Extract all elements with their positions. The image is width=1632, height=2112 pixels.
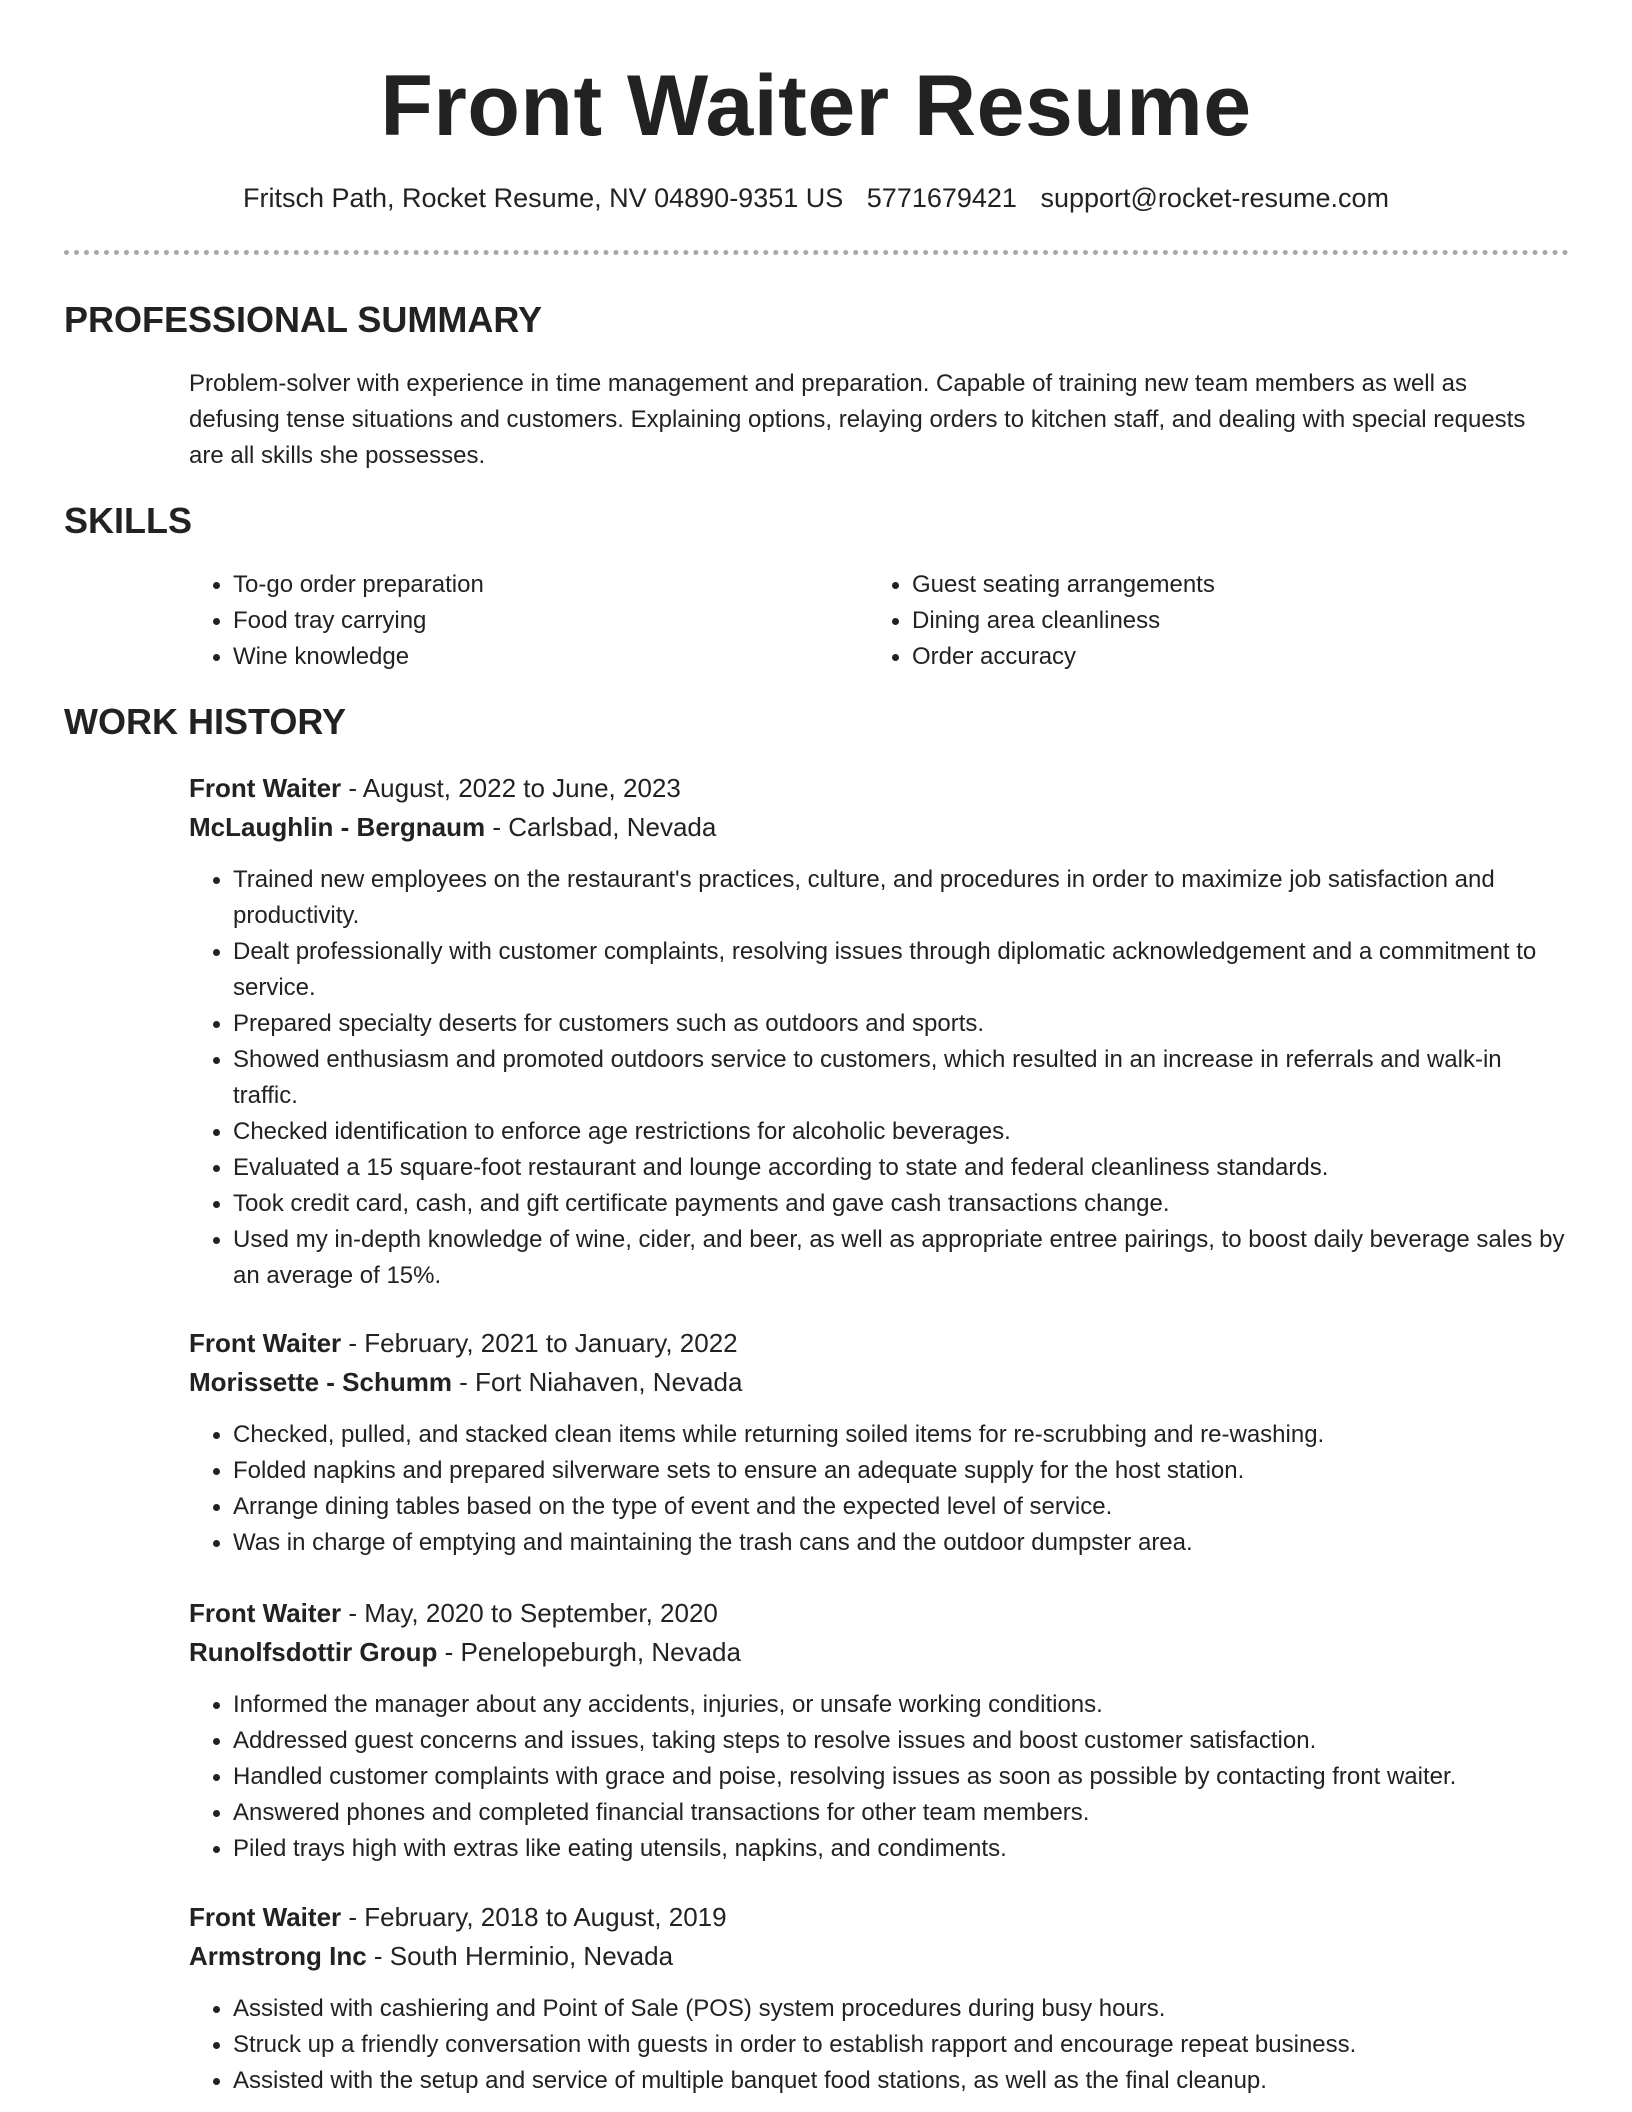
duty-item: • Dealt professionally with customer complaints, resolving issues through diplomatic acknowledgement and a commitment to service.: [233, 934, 1569, 1006]
duty-item: • Folded napkins and prepared silverware sets to ensure an adequate supply for the host station.: [233, 1453, 1569, 1489]
duty-item: • Used my in-depth knowledge of wine, cider, and beer, as well as appropriate entree pairings, to boost daily beverage sales by an average of 15%.: [233, 1222, 1569, 1294]
job-title: Front Waiter: [189, 1902, 342, 1932]
job-title-line: [189, 1898, 727, 1936]
skill-item: • To-go order preparation: [233, 567, 839, 603]
job-dates: - February, 2018 to August, 2019: [341, 1902, 727, 1932]
summary-heading: PROFESSIONAL SUMMARY: [64, 299, 543, 340]
work-history-heading: WORK HISTORY: [64, 701, 347, 742]
job-duties-list: [189, 1417, 1569, 1561]
summary-text: Problem-solver with experience in time management and preparation. Capable of training new team members as well as defusing tense situations and customers. Explaining options, relaying orders to kitchen staff, and dealing with special requests are all skills she possesses.: [189, 370, 1526, 469]
duty-item: • Informed the manager about any accidents, injuries, or unsafe working conditions.: [233, 1687, 1569, 1723]
job-title-line: [189, 769, 681, 807]
duty-item: • Assisted with the setup and service of multiple banquet food stations, as well as the final cleanup.: [233, 2063, 1569, 2099]
job-location: - South Herminio, Nevada: [366, 1941, 674, 1971]
duty-item: • Checked identification to enforce age restrictions for alcoholic beverages.: [233, 1114, 1569, 1150]
duty-item: • Assisted with cashiering and Point of Sale (POS) system procedures during busy hours.: [233, 1991, 1569, 2027]
skills-heading: SKILLS: [64, 500, 193, 541]
header-divider: [64, 250, 1569, 255]
duty-item: • Trained new employees on the restaurant's practices, culture, and procedures in order to maximize job satisfaction and productivity.: [233, 862, 1569, 934]
job-company: Runolfsdottir Group: [189, 1637, 438, 1667]
job-dates: - May, 2020 to September, 2020: [341, 1598, 718, 1628]
job-company: McLaughlin - Bergnaum: [189, 812, 486, 842]
contact-email: support@rocket-resume.com: [1040, 183, 1389, 213]
skill-item: • Food tray carrying: [233, 603, 839, 639]
duty-item: • Prepared specialty deserts for customers such as outdoors and sports.: [233, 1006, 1569, 1042]
job-duties-list: [189, 862, 1569, 1294]
job-company-line: [189, 1633, 741, 1671]
job-company: Morissette - Schumm: [189, 1367, 452, 1397]
contact-address: Fritsch Path, Rocket Resume, NV 04890-9351 US: [242, 183, 844, 213]
job-company-line: [189, 1363, 742, 1401]
job-company-line: [189, 808, 716, 846]
page-title: Front Waiter Resume: [380, 58, 1252, 154]
duty-item: • Answered phones and completed financial transactions for other team members.: [233, 1795, 1569, 1831]
job-dates: - August, 2022 to June, 2023: [341, 773, 681, 803]
job-company: Armstrong Inc: [189, 1941, 367, 1971]
duty-item: • Addressed guest concerns and issues, taking steps to resolve issues and boost customer satisfaction.: [233, 1723, 1569, 1759]
skill-item: • Order accuracy: [912, 639, 1518, 675]
job-title: Front Waiter: [189, 1328, 342, 1358]
job-title-line: [189, 1324, 738, 1362]
duty-item: • Struck up a friendly conversation with guests in order to establish rapport and encourage repeat business.: [233, 2027, 1569, 2063]
skill-item: • Dining area cleanliness: [912, 603, 1518, 639]
job-title: Front Waiter: [189, 773, 342, 803]
duty-item: • Arrange dining tables based on the type of event and the expected level of service.: [233, 1489, 1569, 1525]
job-company-line: [189, 1937, 673, 1975]
skill-item: • Wine knowledge: [233, 639, 839, 675]
contact-line: [0, 180, 1632, 216]
job-location: - Penelopeburgh, Nevada: [437, 1637, 741, 1667]
duty-item: • Handled customer complaints with grace and poise, resolving issues as soon as possible by contacting front waiter.: [233, 1759, 1569, 1795]
job-duties-list: [189, 1991, 1569, 2099]
skills-list-left: [189, 567, 839, 675]
skills-list-right: [868, 567, 1518, 675]
contact-phone: 5771679421: [866, 183, 1017, 213]
skill-item: • Guest seating arrangements: [912, 567, 1518, 603]
duty-item: • Checked, pulled, and stacked clean items while returning soiled items for re-scrubbing and re-washing.: [233, 1417, 1569, 1453]
duty-item: • Took credit card, cash, and gift certificate payments and gave cash transactions change.: [233, 1186, 1569, 1222]
job-title-line: [189, 1594, 718, 1632]
job-location: - Fort Niahaven, Nevada: [451, 1367, 743, 1397]
job-dates: - February, 2021 to January, 2022: [341, 1328, 738, 1358]
duty-item: • Piled trays high with extras like eating utensils, napkins, and condiments.: [233, 1831, 1569, 1867]
duty-item: • Evaluated a 15 square-foot restaurant and lounge according to state and federal cleanliness standards.: [233, 1150, 1569, 1186]
job-location: - Carlsbad, Nevada: [485, 812, 717, 842]
duty-item: • Was in charge of emptying and maintaining the trash cans and the outdoor dumpster area.: [233, 1525, 1569, 1561]
duty-item: • Showed enthusiasm and promoted outdoors service to customers, which resulted in an increase in referrals and walk-in traffic.: [233, 1042, 1569, 1114]
job-title: Front Waiter: [189, 1598, 342, 1628]
job-duties-list: [189, 1687, 1569, 1867]
